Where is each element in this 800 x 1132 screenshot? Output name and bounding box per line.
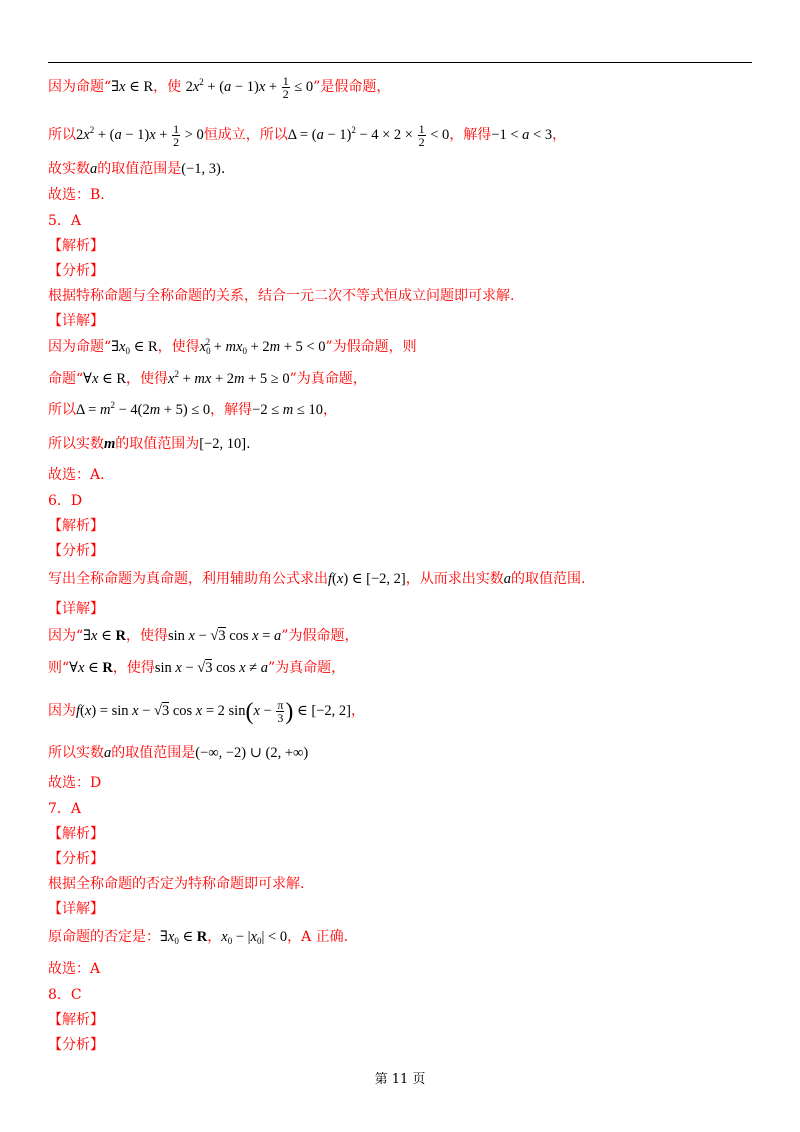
text-line: 故实数a的取值范围是(−1, 3).: [48, 161, 226, 177]
question-number: 5．A: [48, 213, 82, 229]
section-heading-jiexi: 【解析】: [48, 826, 104, 842]
section-heading-xiangjie: 【详解】: [48, 601, 104, 617]
text-line: 所以$\Delta = m^2 - 4(2m + 5) \le 0$，解得−2 ≤ m ≤ 10，: [48, 400, 337, 418]
math-discriminant: $\Delta = (a - 1)^2 - 4 \times 2$ × $\frac{1}{2}$ < 0: [287, 122, 450, 149]
question-number: 6．D: [48, 493, 83, 509]
text-line: 命题“∀x ∈ R，使得$x^2$ + mx + 2m + 5 ≥ 0”为真命题，: [48, 369, 367, 387]
text-line: 因为命题“∃x ∈ R，使 $2x^2 + (a - 1)x$ + $\frac{1}{2}$ ≤ 0”是假命题，: [48, 74, 391, 101]
answer-line: 故选：A.: [48, 467, 105, 483]
section-heading-xiangjie: 【详解】: [48, 901, 104, 917]
section-heading-fenxi: 【分析】: [48, 851, 104, 867]
math-inequality: $2x^2 + (a - 1)x$ + $\frac{1}{2}$ > 0: [76, 122, 204, 149]
section-heading-jiexi: 【解析】: [48, 518, 104, 534]
text-line: 原命题的否定是：$\exists x_0$ ∈ R，$x_0 - |x_0| < 0$，A 正确.: [48, 929, 349, 946]
question-number: 7．A: [48, 801, 82, 817]
analysis-text: 写出全称命题为真命题，利用辅助角公式求出f(x) ∈ [−2, 2]，从而求出实数a的取值范围.: [48, 571, 586, 587]
section-heading-jiexi: 【解析】: [48, 238, 104, 254]
text-line: 所以实数m的取值范围为[−2, 10].: [48, 436, 251, 452]
text-line: 所以实数a的取值范围是(−∞, −2) ∪ (2, +∞): [48, 745, 309, 761]
text-line: 所以$2x^2 + (a - 1)x$ + $\frac{1}{2}$ > 0恒成立，所以$\Delta = (a - 1)^2 - 4 \times 2$ × $\frac{1}{2}$ < 0，解得−1 < a < 3，: [48, 122, 567, 149]
section-heading-fenxi: 【分析】: [48, 543, 104, 559]
section-heading-fenxi: 【分析】: [48, 263, 104, 279]
math-range: −1 < a < 3: [491, 126, 553, 143]
header-rule: [48, 62, 752, 63]
text-line: 则“∀x ∈ R，使得sin x − √3 cos x ≠ a”为真命题，: [48, 660, 346, 676]
answer-line: 故选：D: [48, 775, 102, 791]
answer-line: 故选：B.: [48, 187, 105, 203]
text-line: 因为f(x) = sin x − √3 cos x = 2 sin(x − $\frac{\pi}{3}$ ) ∈ [−2, 2]，: [48, 698, 365, 725]
answer-line: 故选：A: [48, 961, 101, 977]
math-inequality: $2x^2 + (a - 1)x$ + $\frac{1}{2}$ ≤ 0: [185, 74, 314, 101]
analysis-text: 根据全称命题的否定为特称命题即可求解.: [48, 876, 305, 892]
analysis-text: 根据特称命题与全称命题的关系，结合一元二次不等式恒成立问题即可求解.: [48, 288, 515, 304]
math-exists-x-in-R: ∃x ∈ R: [111, 78, 154, 95]
question-number: 8．C: [48, 987, 82, 1003]
section-heading-fenxi: 【分析】: [48, 1037, 104, 1053]
text-line: 因为“∃x ∈ R，使得sin x − √3 cos x = a”为假命题，: [48, 628, 359, 644]
text-line: 因为命题“$\exists x_0$ ∈ R，使得$x_0^2 + mx_0 + 2m + 5 < 0$”为假命题，则: [48, 337, 417, 356]
page-number: 第 11 页: [374, 1072, 426, 1087]
section-heading-jiexi: 【解析】: [48, 1012, 104, 1028]
section-heading-xiangjie: 【详解】: [48, 313, 104, 329]
